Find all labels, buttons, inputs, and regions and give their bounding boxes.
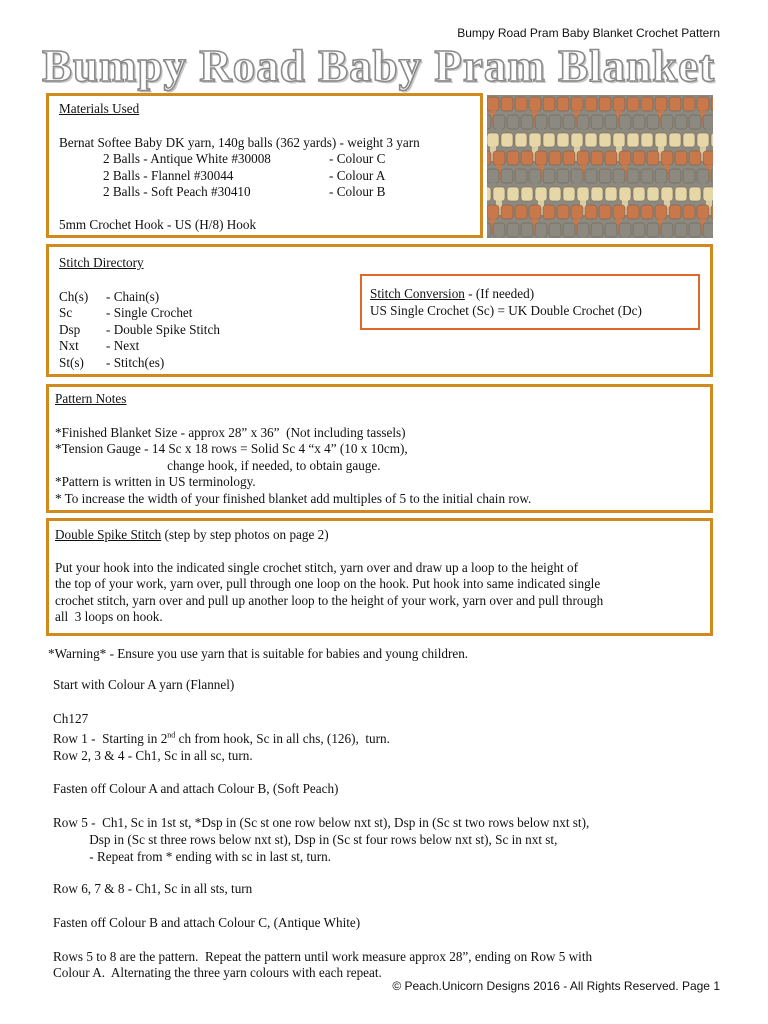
stitch-block [543, 97, 555, 111]
abbreviation-meaning: - Chain(s) [106, 288, 160, 304]
stitch-block [563, 187, 575, 201]
stitch-block [585, 205, 597, 219]
stitch-block [591, 223, 603, 237]
stitch-block [599, 169, 611, 183]
stitch-block [585, 169, 597, 183]
stitch-block [599, 205, 611, 219]
stitch-block [543, 133, 555, 147]
stitch-block [591, 151, 603, 165]
stitch-block [557, 97, 569, 111]
row-5-line: Dsp in (Sc st three rows below nxt st), Dsp in (Sc st four rows below nxt st), Sc in nxt st, [53, 832, 558, 847]
stitch-block [689, 223, 701, 237]
abbreviation: Sc [59, 305, 73, 321]
abbreviation: Nxt [59, 338, 79, 354]
stitch-block [599, 97, 611, 111]
stitch-block [669, 97, 681, 111]
stitch-block [605, 151, 617, 165]
stitch-block [711, 169, 713, 183]
double-spike-line: crochet stitch, yarn over and pull up another loop to the height of your work, yarn over and pull through [55, 592, 604, 608]
stitch-block [669, 205, 681, 219]
stitch-block [683, 169, 695, 183]
abbreviation-meaning: - Stitch(es) [106, 354, 165, 370]
abbreviation-meaning: - Single Crochet [106, 305, 193, 321]
blanket-photo [487, 95, 713, 238]
stitch-block [711, 205, 713, 219]
stitch-block [507, 115, 519, 129]
stitch-block [585, 97, 597, 111]
abbreviation: St(s) [59, 354, 84, 370]
stitch-block [557, 205, 569, 219]
stitch-block [521, 151, 533, 165]
note-line: *Finished Blanket Size - approx 28” x 36” (Not including tassels) [55, 424, 406, 440]
stitch-block [557, 133, 569, 147]
stitch-block [549, 151, 561, 165]
row-2-4: Row 2, 3 & 4 - Ch1, Sc in all sc, turn. [53, 748, 253, 763]
pattern-notes-box [46, 384, 713, 513]
stitch-block [487, 187, 491, 201]
colour-qty: 2 Balls - Flannel #30044 [103, 167, 234, 183]
stitch-block [543, 205, 555, 219]
pattern-notes-heading: Pattern Notes [55, 391, 127, 406]
stitch-block [711, 97, 713, 111]
yarn-description: Bernat Softee Baby DK yarn, 140g balls (362 yards) - weight 3 yarn [59, 134, 420, 150]
stitch-block [647, 223, 659, 237]
stitch-block [675, 115, 687, 129]
note-line: *Pattern is written in US terminology. [55, 474, 256, 490]
footer-copyright: © Peach.Unicorn Designs 2016 - All Rights Reserved. Page 1 [392, 979, 720, 993]
stitch-block [549, 223, 561, 237]
stitch-block [515, 133, 527, 147]
chain-text: Ch127 [53, 711, 89, 726]
row-5-line: Row 5 - Ch1, Sc in 1st st, *Dsp in (Sc st one row below nxt st), Dsp in (Sc st two rows below nxt st), [53, 815, 590, 830]
stitch-block [627, 97, 639, 111]
stitch-block [683, 133, 695, 147]
double-spike-box [46, 518, 713, 636]
double-spike-suffix: (step by step photos on page 2) [161, 527, 329, 542]
stitch-block [487, 151, 491, 165]
stitch-block [605, 115, 617, 129]
colour-label: - Colour C [329, 151, 386, 167]
stitch-block [501, 97, 513, 111]
repeat-line: Colour A. Alternating the three yarn colours with each repeat. [53, 965, 382, 980]
stitch-block [689, 187, 701, 201]
running-header: Bumpy Road Pram Baby Blanket Crochet Pattern [457, 26, 720, 40]
abbreviation: Ch(s) [59, 288, 89, 304]
stitch-block [627, 205, 639, 219]
fasten-colour-b: Fasten off Colour B and attach Colour C, (Antique White) [53, 915, 361, 930]
stitch-block [627, 169, 639, 183]
stitch-block [633, 187, 645, 201]
colour-qty: 2 Balls - Soft Peach #30410 [103, 184, 251, 200]
stitch-block [507, 223, 519, 237]
note-line: * To increase the width of your finished blanket add multiples of 5 to the initial chain row. [55, 490, 532, 506]
stitch-block [487, 115, 491, 129]
stitch-block [501, 133, 513, 147]
stitch-block [633, 151, 645, 165]
stitch-block [647, 151, 659, 165]
stitch-block [507, 187, 519, 201]
stitch-block [605, 187, 617, 201]
stitch-block [585, 133, 597, 147]
row-1-start: Row 1 - Starting in 2 [53, 731, 168, 746]
spike-stitch [496, 229, 502, 238]
double-spike-line: all 3 loops on hook. [55, 609, 163, 625]
double-spike-heading: Double Spike Stitch [55, 527, 162, 542]
stitch-block [641, 169, 653, 183]
stitch-block [675, 187, 687, 201]
row-6-8: Row 6, 7 & 8 - Ch1, Sc in all sts, turn [53, 881, 253, 896]
colour-qty: 2 Balls - Antique White #30008 [103, 151, 271, 167]
stitch-block [675, 151, 687, 165]
colour-label: - Colour A [329, 167, 386, 183]
stitch-block [689, 151, 701, 165]
stitch-block [543, 169, 555, 183]
abbreviation-meaning: - Next [106, 338, 140, 354]
stitch-block [683, 205, 695, 219]
conversion-heading: Stitch Conversion [370, 286, 465, 301]
row-1-superscript: nd [167, 730, 176, 740]
stitch-block [591, 115, 603, 129]
fasten-colour-a: Fasten off Colour A and attach Colour B, (Soft Peach) [53, 781, 339, 796]
row-5-line: - Repeat from * ending with sc in last st, turn. [53, 849, 331, 864]
warning-text: *Warning* - Ensure you use yarn that is suitable for babies and young children. [48, 646, 469, 661]
double-spike-line: the top of your work, yarn over, pull through one loop on the hook. Put hook into same indicated single [55, 576, 601, 592]
stitch-block [557, 169, 569, 183]
stitch-block [591, 187, 603, 201]
stitch-block [683, 97, 695, 111]
stitch-block [633, 115, 645, 129]
stitch-block [515, 169, 527, 183]
stitch-block [521, 223, 533, 237]
stitch-block [711, 133, 713, 147]
materials-box [46, 93, 483, 238]
stitch-block [501, 205, 513, 219]
abbreviation: Dsp [59, 321, 81, 337]
stitch-block [563, 151, 575, 165]
colour-row [59, 168, 470, 185]
stitch-block [521, 187, 533, 201]
note-line: *Tension Gauge - 14 Sc x 18 rows = Solid Sc 4 “x 4” (10 x 10cm), [55, 441, 408, 457]
row-1-end: ch from hook, Sc in all chs, (126), turn. [175, 731, 390, 746]
spike-stitch [538, 229, 544, 238]
row-1 [53, 731, 390, 748]
stitch-block [647, 115, 659, 129]
stitch-block [605, 223, 617, 237]
conversion-suffix: - (If needed) [464, 286, 535, 301]
note-line: change hook, if needed, to obtain gauge. [55, 457, 381, 473]
page-title: Bumpy Road Baby Pram Blanket [42, 41, 716, 91]
stitch-block [647, 187, 659, 201]
stitch-block [689, 115, 701, 129]
stitch-block [549, 187, 561, 201]
conversion-text: US Single Crochet (Sc) = UK Double Crochet (Dc) [370, 302, 642, 318]
colour-label: - Colour B [329, 184, 386, 200]
stitch-block [633, 223, 645, 237]
abbreviation-meaning: - Double Spike Stitch [106, 321, 220, 337]
stitch-block [521, 115, 533, 129]
materials-heading: Materials Used [59, 101, 140, 116]
stitch-block [515, 205, 527, 219]
colour-row [59, 151, 470, 168]
spike-stitch [580, 229, 586, 238]
spike-stitch [664, 229, 670, 238]
stitch-block [563, 223, 575, 237]
hook-size: 5mm Crochet Hook - US (H/8) Hook [59, 216, 257, 232]
stitch-block [641, 205, 653, 219]
stitch-block [487, 223, 491, 237]
start-text: Start with Colour A yarn (Flannel) [53, 677, 235, 692]
stitch-block [563, 115, 575, 129]
stitch-block [507, 151, 519, 165]
stitch-block [669, 133, 681, 147]
stitch-block [641, 97, 653, 111]
stitch-block [549, 115, 561, 129]
abbreviation-row [59, 338, 700, 355]
stitch-block [599, 133, 611, 147]
stitch-block [669, 169, 681, 183]
stitch-block [627, 133, 639, 147]
stitch-block [641, 133, 653, 147]
repeat-line: Rows 5 to 8 are the pattern. Repeat the pattern until work measure approx 28”, ending on Row 5 with [53, 949, 593, 964]
blanket-stitch-image [487, 95, 713, 238]
colour-row [59, 184, 470, 201]
spike-stitch [622, 229, 628, 238]
abbreviation-row [59, 355, 700, 372]
stitch-block [501, 169, 513, 183]
stitch-block [515, 97, 527, 111]
stitch-conversion-box [360, 274, 700, 330]
stitch-directory-heading: Stitch Directory [59, 255, 144, 270]
spike-stitch [706, 229, 712, 238]
stitch-block [675, 223, 687, 237]
double-spike-line: Put your hook into the indicated single crochet stitch, yarn over and draw up a loop to the height of [55, 559, 578, 575]
